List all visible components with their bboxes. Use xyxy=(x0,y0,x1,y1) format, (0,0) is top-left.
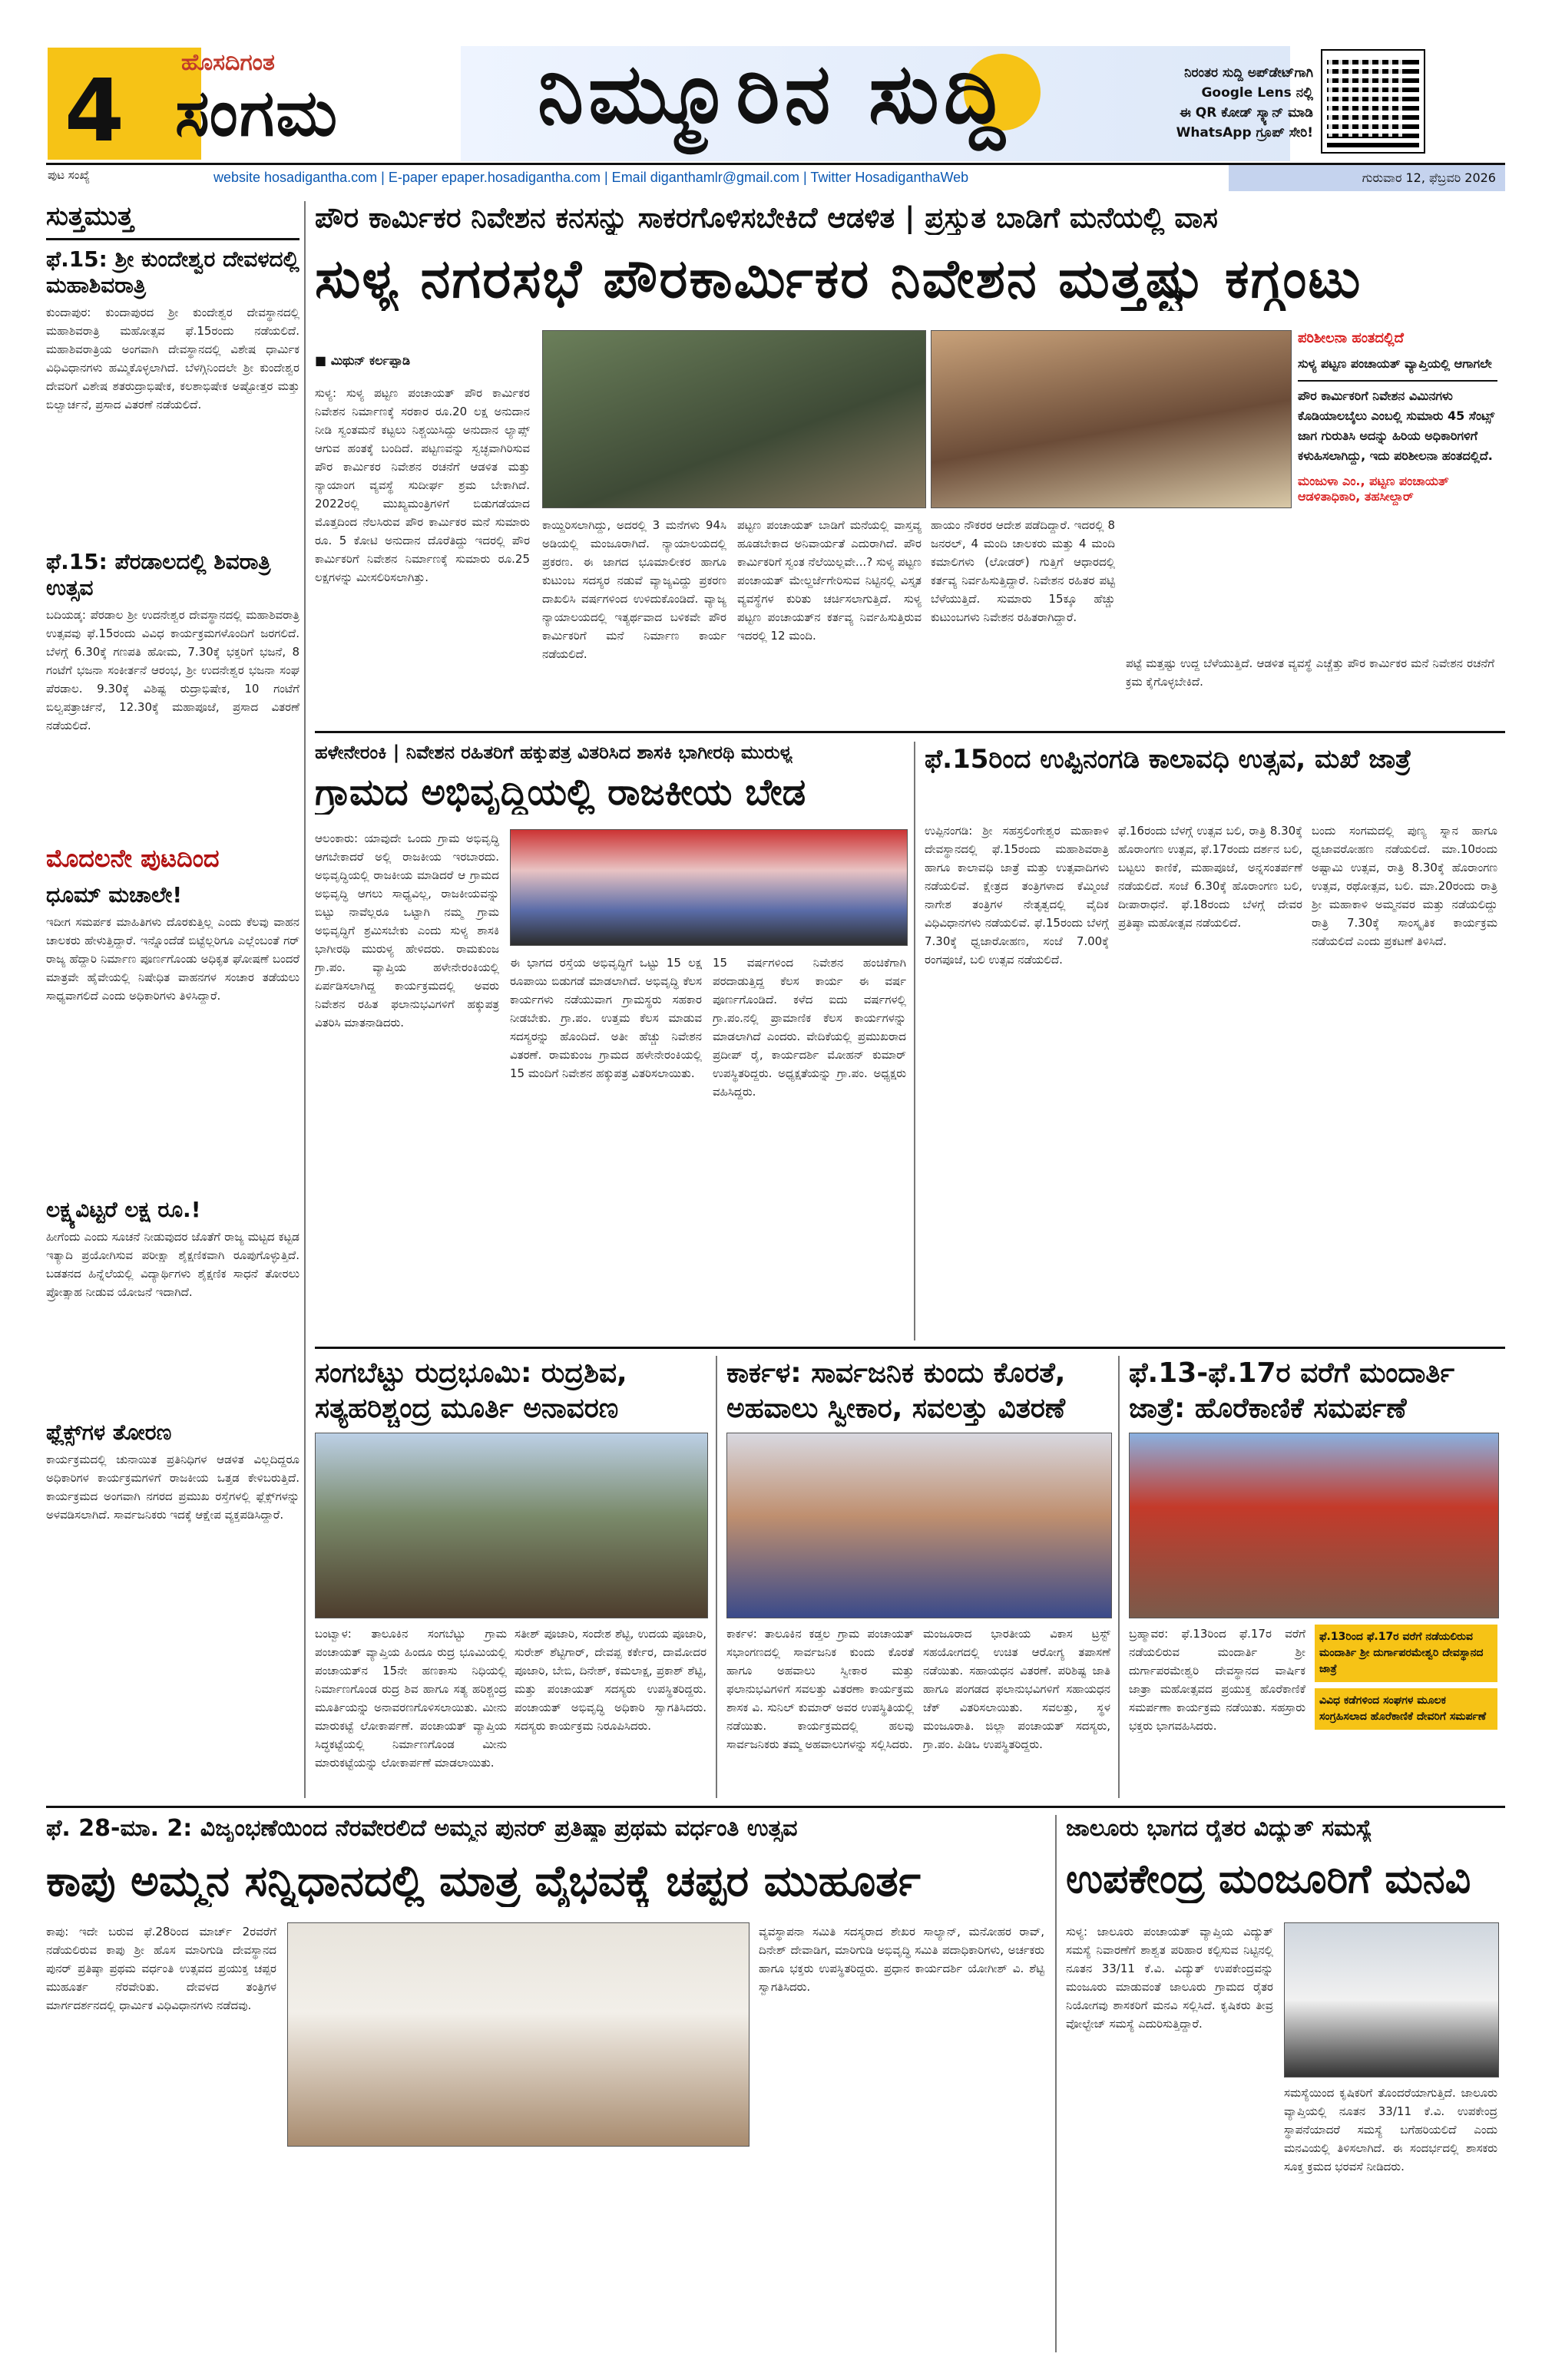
column-rule xyxy=(1118,1356,1120,1798)
story2-column-1: ಆಲಂಕಾರು: ಯಾವುದೇ ಒಂದು ಗ್ರಾಮ ಅಭಿವೃದ್ಧಿ ಆಗಬೇಕಾದರೆ ಅಲ್ಲಿ ರಾಜಕೀಯ ಇರಬಾರದು. ಅಭಿವೃದ್ಧಿಯಲ್ಲಿ ರಾಜಕೀಯ ಮಾಡಿದರೆ ಆ ಗ್ರಾಮದ ಅಭಿವೃದ್ಧಿ ಆಗಲು ಸಾಧ್ಯವಿಲ್ಲ, ರಾಜಕೀಯವನ್ನು ಬಿಟ್ಟು ನಾವೆಲ್ಲರೂ ಒಟ್ಟಾಗಿ ನಮ್ಮ ಗ್ರಾಮ ಅಭಿವೃದ್ಧಿಗೆ ಶ್ರಮಿಸಬೇಕು ಎಂದು ಸುಳ್ಯ ಶಾಸಕಿ ಭಾಗೀರಥಿ ಮುರುಳ್ಯ ಹೇಳಿದರು. ರಾಮಕುಂಜ ಗ್ರಾ.ಪಂ. ವ್ಯಾಪ್ತಿಯ ಹಳೇನೇರಂಕಿಯಲ್ಲಿ ಏರ್ಪಡಿಸಲಾಗಿದ್ದ ಕಾರ್ಯಕ್ರಮದಲ್ಲಿ ಅವರು ನಿವೇಶನ ರಹಿತ ಫಲಾನುಭವಿಗಳಿಗೆ ಹಕ್ಕುಪತ್ರ ವಿತರಿಸಿ ಮಾತನಾಡಿದರು. xyxy=(315,831,499,1030)
lead-sidebox xyxy=(1298,330,1497,645)
sidebar-headline: ಫ್ಲೆಕ್ಸ್‌ಗಳ ತೋರಣ xyxy=(46,1420,172,1445)
sidebar-story: ಇದೀಗ ಸಮರ್ಪಕ ಮಾಹಿತಿಗಳು ದೊರಕುತ್ತಿಲ್ಲ ಎಂದು ಕೆಲವು ವಾಹನ ಚಾಲಕರು ಹೇಳುತ್ತಿದ್ದಾರೆ. ಇನ್ನೊಂದೆಡೆ ಬಿಟ್ಟೆಲ್ಲರಿಗೂ ಎಲ್ಲೆಂಬಂತೆ ಗರ್ ರಾಜ್ಯ ಹೆದ್ದಾರಿ ನಿರ್ಮಾಣ ಪೂರ್ಣಗೊಂಡು ಅಧಿಕೃತ ಘೋಷಣೆ ಬಂದರೆ ಮಾತ್ರವೇ ಹೈವೇಯಲ್ಲಿ ನಿಷೇಧಿತ ವಾಹನಗಳ ಸಂಚಾರ ತಡೆಯಲು ಸಾಧ್ಯವಾಗಲಿದೆ ಎಂದು ಅಧಿಕಾರಿಗಳು ತಿಳಿಸಿದ್ದಾರೆ. xyxy=(46,915,299,1003)
story5-photo xyxy=(726,1433,1112,1618)
story2-column-2: ಈ ಭಾಗದ ರಸ್ತೆಯ ಅಭಿವೃದ್ಧಿಗೆ ಒಟ್ಟು 15 ಲಕ್ಷ ರೂಪಾಯಿ ಬಿಡುಗಡೆ ಮಾಡಲಾಗಿದೆ. ಅಭಿವೃದ್ಧಿ ಕೆಲಸ ಕಾರ್ಯಗಳು ನಡೆಯುವಾಗ ಗ್ರಾಮಸ್ಥರು ಸಹಕಾರ ನೀಡಬೇಕು. ಗ್ರಾ.ಪಂ. ಉತ್ತಮ ಕೆಲಸ ಮಾಡುವ ಸದಸ್ಯರನ್ನು ಹೊಂದಿದೆ. ಅತೀ ಹೆಚ್ಚು ನಿವೇಶನ ವಿತರಣೆ. ರಾಮಕುಂಜ ಗ್ರಾಮದ ಹಳೇನೇರಂಕಿಯಲ್ಲಿ 15 ಮಂದಿಗೆ ನಿವೇಶನ ಹಕ್ಕುಪತ್ರ ವಿತರಿಸಲಾಯಿತು. xyxy=(510,956,702,1080)
story7-column-1: ಕಾಪು: ಇದೇ ಬರುವ ಫೆ.28ರಿಂದ ಮಾರ್ಚ್ 2ರವರೆಗೆ ನಡೆಯಲಿರುವ ಕಾಪು ಶ್ರೀ ಹೊಸ ಮಾರಿಗುಡಿ ದೇವಸ್ಥಾನದ ಪುನರ್ ಪ್ರತಿಷ್ಠಾ ಪ್ರಥಮ ವರ್ಧಂತಿ ಉತ್ಸವದ ಪ್ರಯುಕ್ತ ಚಪ್ಪರ ಮುಹೂರ್ತ ನೆರವೇರಿತು. ದೇವಳದ ತಂತ್ರಿಗಳ ಮಾರ್ಗದರ್ಶನದಲ್ಲಿ ಧಾರ್ಮಿಕ ವಿಧಿವಿಧಾನಗಳು ನಡೆದವು. xyxy=(46,1925,276,2012)
story8-headline: ಉಪಕೇಂದ್ರ ಮಂಜೂರಿಗೆ ಮನವಿ xyxy=(1066,1856,1471,1902)
story6-highlight-2: ವಿವಿಧ ಕಡೆಗಳಿಂದ ಸಂಘಗಳ ಮೂಲಕ ಸಂಗ್ರಹಿಸಲಾದ ಹೊರೆಕಾಣಿಕೆ ದೇವರಿಗೆ ಸಮರ್ಪಣೆ xyxy=(1315,1688,1497,1730)
story2-photo xyxy=(510,829,908,946)
story5-column-1: ಕಾರ್ಕಳ: ತಾಲೂಕಿನ ಕಡ್ತಲ ಗ್ರಾಮ ಪಂಚಾಯತ್ ಸಭಾಂಗಣದಲ್ಲಿ ಸಾರ್ವಜನಿಕ ಕುಂದು ಕೊರತೆ ಹಾಗೂ ಅಹವಾಲು ಸ್ವೀಕಾರ ಮತ್ತು ಫಲಾನುಭವಿಗಳಿಗೆ ಸವಲತ್ತು ವಿತರಣಾ ಕಾರ್ಯಕ್ರಮ ಶಾಸಕ ವಿ. ಸುನಿಲ್ ಕುಮಾರ್ ಅವರ ಉಪಸ್ಥಿತಿಯಲ್ಲಿ ನಡೆಯಿತು. ಕಾರ್ಯಕ್ರಮದಲ್ಲಿ ಹಲವು ಸಾರ್ವಜನಿಕರು ತಮ್ಮ ಅಹವಾಲುಗಳನ್ನು ಸಲ್ಲಿಸಿದರು. xyxy=(726,1627,914,1751)
story5-column-2: ಮಂಜೂರಾದ ಭಾರತೀಯ ವಿಕಾಸ ಟ್ರಸ್ಟ್ ಸಹಯೋಗದಲ್ಲಿ ಉಚಿತ ಆರೋಗ್ಯ ತಪಾಸಣೆ ನಡೆಯಿತು. ಸಹಾಯಧನ ವಿತರಣೆ. ಪರಿಶಿಷ್ಟ ಜಾತಿ ಹಾಗೂ ಪಂಗಡದ ಫಲಾನುಭವಿಗಳಿಗೆ ಸಹಾಯಧನ ಚೆಕ್ ವಿತರಿಸಲಾಯಿತು. ಸವಲತ್ತು, ಸ್ಥಳ ಮಂಜೂರಾತಿ. ಜಿಲ್ಲಾ ಪಂಚಾಯತ್ ಸದಸ್ಯರು, ಗ್ರಾ.ಪಂ. ಪಿಡಿಒ ಉಪಸ್ಥಿತರಿದ್ದರು. xyxy=(923,1627,1110,1751)
story5-headline: ಕಾರ್ಕಳ: ಸಾರ್ವಜನಿಕ ಕುಂದು ಕೊರತೆ, ಅಹವಾಲು ಸ್ವೀಕಾರ, ಸವಲತ್ತು ವಿತರಣೆ xyxy=(726,1357,1066,1424)
sidebar-story: ಬದಿಯಡ್ಕ: ಪೆರಡಾಲ ಶ್ರೀ ಉದನೇಶ್ವರ ದೇವಸ್ಥಾನದಲ್ಲಿ ಮಹಾಶಿವರಾತ್ರಿ ಉತ್ಸವವು ಫೆ.15ರಂದು ವಿವಿಧ ಕಾರ್ಯಕ್ರಮಗಳೊಂದಿಗೆ ಜರಗಲಿದೆ. ಬೆಳಗ್ಗೆ 6.30ಕ್ಕೆ ಗಣಪತಿ ಹೋಮ, 7.30ಕ್ಕೆ ಭಕ್ತರಿಗೆ ಭಜನೆ, 8 ಗಂಟೆಗೆ ಭಜನಾ ಸಂಕೀರ್ತನೆ ಆರಂಭ, ಶ್ರೀ ಉದನೇಶ್ವರ ಭಜನಾ ಸಂಘ ಪೆರಡಾಲ. 9.30ಕ್ಕೆ ವಿಶಿಷ್ಟ ರುದ್ರಾಭಿಷೇಕ, 10 ಗಂಟೆಗೆ ಬಿಲ್ವಪತ್ರಾರ್ಚನೆ, 12.30ಕ್ಕೆ ಮಹಾಪೂಜೆ, ಪ್ರಸಾದ ವಿತರಣೆ ನಡೆಯಲಿದೆ. xyxy=(46,608,299,732)
lead-column-1: ಸುಳ್ಯ: ಸುಳ್ಯ ಪಟ್ಟಣ ಪಂಚಾಯತ್ ಪೌರ ಕಾರ್ಮಿಕರ ನಿವೇಶನ ನಿರ್ಮಾಣಕ್ಕೆ ಸರಕಾರ ರೂ.20 ಲಕ್ಷ ಅನುದಾನ ನೀಡಿ ಸ್ವಂತಮನೆ ಕಟ್ಟಲು ನಿಶ್ಚಯಿಸಿದ್ದು ಅನುದಾನ ಲ್ಯಾಪ್ಸ್ ಆಗುವ ಹಂತಕ್ಕೆ ಬಂದಿದೆ. ಪಟ್ಟಣವನ್ನು ಸ್ವಚ್ಛವಾಗಿರಿಸುವ ಪೌರ ಕಾರ್ಮಿಕರ ನಿವೇಶನ ರಚನೆಗೆ ಆಡಳಿತ ಮತ್ತು ನ್ಯಾಯಾಂಗ ವ್ಯವಸ್ಥೆ ಸುದೀರ್ಘ ಶ್ರಮ ಬೇಕಾಗಿದೆ. 2022ರಲ್ಲಿ ಮುಖ್ಯಮಂತ್ರಿಗಳಿಗೆ ಬಿಡುಗಡೆಯಾದ ಮೊತ್ತದಿಂದ ನೆಲಸಿರುವ ಪೌರ ಕಾರ್ಮಿಕರ ಮನೆ ಸುಮಾರು ರೂ. 5 ಕೋಟಿ ಅನುದಾನ ದೊರೆತಿದ್ದು ಇದರಲ್ಲಿ ಪೌರ ಕಾರ್ಮಿಕರಿಗೆ ನಿವೇಶನ ನಿರ್ಮಾಣಕ್ಕೆ ಸುಮಾರು ರೂ.25 ಲಕ್ಷಗಳನ್ನು ಮೀಸಲಿರಿಸಲಾಗಿತ್ತು. xyxy=(315,386,530,584)
qr-code-pattern xyxy=(1329,57,1408,137)
continued-from-front: ಮೊದಲನೇ ಪುಟದಿಂದ xyxy=(46,844,220,873)
story8-column-1: ಸುಳ್ಯ: ಜಾಲೂರು ಪಂಚಾಯತ್ ವ್ಯಾಪ್ತಿಯ ವಿದ್ಯುತ್ ಸಮಸ್ಯೆ ನಿವಾರಣೆಗೆ ಶಾಶ್ವತ ಪರಿಹಾರ ಕಲ್ಪಿಸುವ ನಿಟ್ಟಿನಲ್ಲಿ ನೂತನ 33/11 ಕೆ.ವಿ. ವಿದ್ಯುತ್ ಉಪಕೇಂದ್ರವನ್ನು ಮಂಜೂರು ಮಾಡುವಂತೆ ಜಾಲೂರು ಗ್ರಾಮದ ರೈತರ ನಿಯೋಗವು ಶಾಸಕರಿಗೆ ಮನವಿ ಸಲ್ಲಿಸಿದೆ. ಕೃಷಿಕರು ತೀವ್ರ ವೋಲ್ಟೇಜ್ ಸಮಸ್ಯೆ ಎದುರಿಸುತ್ತಿದ್ದಾರೆ. xyxy=(1066,1925,1273,2031)
story3-column-3: ಬಂದು ಸಂಗಮದಲ್ಲಿ ಪುಣ್ಯ ಸ್ನಾನ ಹಾಗೂ ಧ್ವಜಾವರೋಹಣ ನಡೆಯಲಿದೆ. ಮಾ.10ರಂದು ಅಷ್ಟಾಮಿ ಉತ್ಸವ, ರಾತ್ರಿ 8.30ಕ್ಕೆ ಹೊರಾಂಗಣ ಉತ್ಸವ, ರಥೋತ್ಸವ, ಬಲಿ. ಮಾ.20ರಂದು ರಾತ್ರಿ ಶ್ರೀ ಮಹಾಕಾಳಿ ಅಮ್ಮನವರ ಮತ್ತು ನಡೆಯಲಿದ್ದು ರಾತ್ರಿ 7.30ಕ್ಕೆ ಸಾಂಸ್ಕೃತಿಕ ಕಾರ್ಯಕ್ರಮ ನಡೆಯಲಿದೆ ಎಂದು ಪ್ರಕಟಣೆ ತಿಳಿಸಿದೆ. xyxy=(1312,824,1497,948)
issue-date: ಗುರುವಾರ 12, ಫೆಬ್ರವರಿ 2026 xyxy=(1229,165,1505,191)
sidebox-quote: ಪೌರ ಕಾರ್ಮಿಕರಿಗೆ ನಿವೇಶನ ವಿಮಿನಗಳು ಕೊಡಿಯಾಲಬೈಲು ಎಂಬಲ್ಲಿ ಸುಮಾರು 45 ಸೆಂಟ್ಸ್ ಜಾಗ ಗುರುತಿಸಿ ಅದನ್ನು ಹಿರಿಯ ಅಧಿಕಾರಿಗಳಿಗೆ ಕಳುಹಿಸಲಾಗಿದ್ದು, ಇದು ಪರಿಶೀಲನಾ ಹಂತದಲ್ಲಿದೆ. xyxy=(1298,380,1497,466)
brand-name: ಹೊಸದಿಗಂತ xyxy=(181,49,275,76)
qr-line-1: ನಿರಂತರ ಸುದ್ದಿ ಅಪ್‌ಡೇಟ್‌ಗಾಗಿ xyxy=(1184,65,1313,81)
story2-headline: ಗ್ರಾಮದ ಅಭಿವೃದ್ಧಿಯಲ್ಲಿ ರಾಜಕೀಯ ಬೇಡ xyxy=(315,771,806,814)
column-rule xyxy=(1055,1815,1057,2352)
sidebar-story: ಕಾರ್ಯಕ್ರಮದಲ್ಲಿ ಚುನಾಯಿತ ಪ್ರತಿನಿಧಿಗಳ ಆಡಳಿತ ವಿಲ್ಲದಿದ್ದರೂ ಅಧಿಕಾರಿಗಳ ಕಾರ್ಯಕ್ರಮಗಳಿಗೆ ರಾಜಕೀಯ ಒತ್ತಡ ಕೇಳಿಬರುತ್ತಿದೆ. ಕಾರ್ಯಕ್ರಮದ ಅಂಗವಾಗಿ ನಗರದ ಪ್ರಮುಖ ರಸ್ತೆಗಳಲ್ಲಿ ಫ್ಲೆಕ್ಸ್‌ಗಳನ್ನು ಅಳವಡಿಸಲಾಗಿದೆ. ಸಾರ್ವಜನಿಕರು ಇದಕ್ಕೆ ಆಕ್ಷೇಪ ವ್ಯಕ್ತಪಡಿಸಿದ್ದಾರೆ. xyxy=(46,1453,299,1522)
column-rule xyxy=(304,201,306,1798)
sidebox-attribution: ಮಂಜುಳಾ ಎಂ., ಪಟ್ಟಣ ಪಂಚಾಯತ್ ಆಡಳಿತಾಧಿಕಾರಿ, ತಹಸೀಲ್ದಾರ್ xyxy=(1298,474,1449,504)
sidebar-headline: ಫೆ.15: ಪೆರಡಾಲದಲ್ಲಿ ಶಿವರಾತ್ರಿ ಉತ್ಸವ xyxy=(46,549,271,600)
story2-column-3: 15 ವರ್ಷಗಳಿಂದ ನಿವೇಶನ ಹಂಚಿಕೆಗಾಗಿ ಪರದಾಡುತ್ತಿದ್ದ ಕೆಲಸ ಕಾರ್ಯ ಈ ವರ್ಷ ಪೂರ್ಣಗೊಂಡಿದೆ. ಕಳೆದ ಐದು ವರ್ಷಗಳಲ್ಲಿ ಗ್ರಾ.ಪಂ.ನಲ್ಲಿ ಪ್ರಾಮಾಣಿಕ ಕೆಲಸ ಕಾರ್ಯಗಳನ್ನು ಮಾಡಲಾಗಿದೆ ಎಂದರು. ವೇದಿಕೆಯಲ್ಲಿ ಪ್ರಮುಖರಾದ ಪ್ರದೀಪ್ ರೈ, ಕಾರ್ಯದರ್ಶಿ ಮೋಹನ್ ಕುಮಾರ್ ಉಪಸ್ಥಿತರಿದ್ದರು. ಅಧ್ಯಕ್ಷತೆಯನ್ನು ಗ್ರಾ.ಪಂ. ಅಧ್ಯಕ್ಷರು ವಹಿಸಿದ್ದರು. xyxy=(713,956,906,1099)
divider xyxy=(46,238,299,240)
lead-photo-1 xyxy=(542,330,926,508)
story3-column-2: ಫೆ.16ರಂದು ಬೆಳಗ್ಗೆ ಉತ್ಸವ ಬಲಿ, ರಾತ್ರಿ 8.30ಕ್ಕೆ ಹೊರಾಂಗಣ ಉತ್ಸವ, ಫೆ.17ರಂದು ದರ್ಶನ ಬಲಿ, ಬಟ್ಟಲು ಕಾಣಿಕೆ, ಮಹಾಪೂಜೆ, ಅನ್ನಸಂತರ್ಪಣೆ ನಡೆಯಲಿದೆ. ಸಂಜೆ 6.30ಕ್ಕೆ ಹೊರಾಂಗಣ ಬಲಿ, ದೀಪಾರಾಧನೆ. ಫೆ.18ರಂದು ಬೆಳಗ್ಗೆ ದೇವರ ಪ್ರತಿಷ್ಠಾ ಮಹೋತ್ಸವ ನಡೆಯಲಿದೆ. xyxy=(1118,824,1302,930)
info-bar xyxy=(46,163,1505,193)
story6-column-1: ಬ್ರಹ್ಮಾವರ: ಫೆ.13ರಿಂದ ಫೆ.17ರ ವರೆಗೆ ನಡೆಯಲಿರುವ ಮಂದಾರ್ತಿ ಶ್ರೀ ದುರ್ಗಾಪರಮೇಶ್ವರಿ ದೇವಸ್ಥಾನದ ವಾರ್ಷಿಕ ಜಾತ್ರಾ ಮಹೋತ್ಸವದ ಪ್ರಯುಕ್ತ ಹೊರೆಕಾಣಿಕೆ ಸಮರ್ಪಣಾ ಕಾರ್ಯಕ್ರಮ ನಡೆಯಿತು. ಸಹಸ್ರಾರು ಭಕ್ತರು ಭಾಗವಹಿಸಿದರು. xyxy=(1129,1627,1305,1733)
sidebar-column xyxy=(46,201,299,1798)
lead-column-4: ಹಾಯಂ ನೌಕರರ ಆದೇಶ ಪಡೆದಿದ್ದಾರೆ. ಇದರಲ್ಲಿ 8 ಜನರಲ್, 4 ಮಂದಿ ಚಾಲಕರು ಮತ್ತು 4 ಮಂದಿ ಕಮಾಲಿಗಳು (ಲೋಡರ್) ಗುತ್ತಿಗೆ ಆಧಾರದಲ್ಲಿ ಕರ್ತವ್ಯ ನಿರ್ವಹಿಸುತ್ತಿದ್ದಾರೆ. ನಿವೇಶನ ರಹಿತರ ಪಟ್ಟಿ ಬೆಳೆಯುತ್ತಿದೆ. ಸುಮಾರು 15ಕ್ಕೂ ಹೆಚ್ಚು ಕುಟುಂಬಗಳು ನಿವೇಶನ ರಹಿತರಾಗಿದ್ದಾರೆ. xyxy=(931,518,1115,624)
story7-column-2: ವ್ಯವಸ್ಥಾಪನಾ ಸಮಿತಿ ಸದಸ್ಯರಾದ ಶೇಖರ ಸಾಲ್ಯಾನ್, ಮನೋಹರ ರಾವ್, ದಿನೇಶ್ ದೇವಾಡಿಗ, ಮಾರಿಗುಡಿ ಅಭಿವೃದ್ಧಿ ಸಮಿತಿ ಪದಾಧಿಕಾರಿಗಳು, ಅರ್ಚಕರು ಹಾಗೂ ಭಕ್ತರು ಉಪಸ್ಥಿತರಿದ್ದರು. ಪ್ರಧಾನ ಕಾರ್ಯದರ್ಶಿ ಯೋಗೀಶ್ ವಿ. ಶೆಟ್ಟಿ ಸ್ವಾಗತಿಸಿದರು. xyxy=(759,1925,1044,1994)
lead-headline: ಸುಳ್ಯ ನಗರಸಭೆ ಪೌರಕಾರ್ಮಿಕರ ನಿವೇಶನ ಮತ್ತಷ್ಟು ಕಗ್ಗಂಟು xyxy=(315,247,1362,310)
section-divider xyxy=(46,1806,1505,1808)
section-divider xyxy=(315,731,1505,733)
contact-links[interactable]: website hosadigantha.com | E-paper epaper.hosadigantha.com | Email diganthamlr@gmail.com | Twitter HosadiganthaWeb xyxy=(213,170,969,185)
story3-column-1: ಉಪ್ಪಿನಂಗಡಿ: ಶ್ರೀ ಸಹಸ್ರಲಿಂಗೇಶ್ವರ ಮಹಾಕಾಳಿ ದೇವಸ್ಥಾನದಲ್ಲಿ ಫೆ.15ರಂದು ಮಹಾಶಿವರಾತ್ರಿ ಹಾಗೂ ಕಾಲಾವಧಿ ಜಾತ್ರೆ ಮತ್ತು ಉತ್ಸವಾದಿಗಳು ನಡೆಯಲಿವೆ. ಕ್ಷೇತ್ರದ ತಂತ್ರಿಗಳಾದ ಕೆಮ್ಮಿಂಜೆ ನಾಗೇಶ ತಂತ್ರಿಗಳ ನೇತೃತ್ವದಲ್ಲಿ ವೈದಿಕ ವಿಧಿವಿಧಾನಗಳು ನಡೆಯಲಿವೆ. ಫೆ.15ರಂದು ಬೆಳಗ್ಗೆ 7.30ಕ್ಕೆ ಧ್ವಜಾರೋಹಣ, ಸಂಜೆ 7.00ಕ್ಕೆ ರಂಗಪೂಜೆ, ಬಲಿ ಉತ್ಸವ ನಡೆಯಲಿದೆ. xyxy=(925,824,1109,967)
sidebar-headline: ಫೆ.15: ಶ್ರೀ ಕುಂದೇಶ್ವರ ದೇವಳದಲ್ಲಿ ಮಹಾಶಿವರಾತ್ರಿ xyxy=(46,246,299,298)
qr-line-3: ಈ QR ಕೋಡ್ ಸ್ಕ್ಯಾನ್ ಮಾಡಿ xyxy=(1180,105,1313,121)
lead-column-3: ಪಟ್ಟಣ ಪಂಚಾಯತ್ ಬಾಡಿಗೆ ಮನೆಯಲ್ಲಿ ವಾಸ್ತವ್ಯ ಹೂಡಬೇಕಾದ ಅನಿವಾರ್ಯತೆ ಎದುರಾಗಿದೆ. ಪೌರ ಕಾರ್ಮಿಕರಿಗೆ ಸ್ವಂತ ನೆಲೆಯಿಲ್ಲವೇ...? ಸುಳ್ಯ ಪಟ್ಟಣ ಪಂಚಾಯತ್ ಮೇಲ್ದರ್ಜೆಗೇರಿಸುವ ನಿಟ್ಟಿನಲ್ಲಿ ವಿಸ್ತೃತ ವ್ಯವಸ್ಥೆಗಳ ಕುರಿತು ಚರ್ಚಿಸಲಾಗುತ್ತಿದೆ. ಸುಳ್ಯ ಪಟ್ಟಣ ಪಂಚಾಯತ್‌ನ ಕರ್ತವ್ಯ ನಿರ್ವಹಿಸುತ್ತಿರುವ ಇದರಲ್ಲಿ 12 ಮಂದಿ. xyxy=(737,518,922,643)
story7-photo xyxy=(287,1922,749,2147)
story4-photo xyxy=(315,1433,708,1618)
sidebar-title: ಸುತ್ತಮುತ್ತ xyxy=(46,201,134,232)
sidebar-story: ಹೀಗೆಂದು ಎಂದು ಸೂಚನೆ ನೀಡುವುದರ ಜೊತೆಗೆ ರಾಜ್ಯ ಮಟ್ಟದ ಕಟ್ಟಡ ಇತ್ಯಾದಿ ಪ್ರಯೋಗಿಸುವ ಪರೀಕ್ಷಾ ಶೈಕ್ಷಣಿಕವಾಗಿ ರೂಪುಗೊಳ್ಳುತ್ತಿದೆ. ಬಡತನದ ಹಿನ್ನೆಲೆಯಲ್ಲಿ ವಿದ್ಯಾರ್ಥಿಗಳು ಶೈಕ್ಷಣಿಕ ಸಾಧನೆ ತೋರಲು ಪ್ರೋತ್ಸಾಹ ನೀಡುವ ಯೋಜನೆ ಇದಾಗಿದೆ. xyxy=(46,1230,299,1299)
qr-instructions xyxy=(1106,63,1313,143)
qr-line-4: WhatsApp ಗ್ರೂಪ್ ಸೇರಿ! xyxy=(1176,125,1313,140)
page-label: ಪುಟ ಸಂಖ್ಯೆ xyxy=(48,168,90,182)
column-rule xyxy=(716,1356,717,1798)
column-rule xyxy=(914,742,915,1340)
story4-column-2: ಸತೀಶ್ ಪೂಜಾರಿ, ಸಂದೇಶ ಶೆಟ್ಟಿ, ಉದಯ ಪೂಜಾರಿ, ಸುರೇಶ್ ಶೆಟ್ಟಿಗಾರ್, ದೇವಪ್ಪ ಕರ್ಕೇರ, ದಾಮೋದರ ಪೂಜಾರಿ, ಬೇಬಿ, ದಿನೇಶ್, ಕಮಲಾಕ್ಷ, ಪ್ರಕಾಶ್ ಶೆಟ್ಟಿ, ಮತ್ತು ಪಂಚಾಯತ್ ಸದಸ್ಯರು ಉಪಸ್ಥಿತರಿದ್ದರು. ಪಂಚಾಯತ್ ಅಭಿವೃದ್ಧಿ ಅಧಿಕಾರಿ ಸ್ವಾಗತಿಸಿದರು. ಸದಸ್ಯರು ಕಾರ್ಯಕ್ರಮ ನಿರೂಪಿಸಿದರು. xyxy=(515,1627,706,1733)
story8-column-2: ಸಮಸ್ಯೆಯಿಂದ ಕೃಷಿಕರಿಗೆ ತೊಂದರೆಯಾಗುತ್ತಿದೆ. ಜಾಲೂರು ವ್ಯಾಪ್ತಿಯಲ್ಲಿ ನೂತನ 33/11 ಕೆ.ವಿ. ಉಪಕೇಂದ್ರ ಸ್ಥಾಪನೆಯಾದರೆ ಸಮಸ್ಯೆ ಬಗೆಹರಿಯಲಿದೆ ಎಂದು ಮನವಿಯಲ್ಲಿ ತಿಳಿಸಲಾಗಿದೆ. ಈ ಸಂದರ್ಭದಲ್ಲಿ ಶಾಸಕರು ಸೂಕ್ತ ಕ್ರಮದ ಭರವಸೆ ನೀಡಿದರು. xyxy=(1284,2086,1497,2173)
story6-highlights xyxy=(1315,1625,1497,1730)
story6-highlight-1: ಫೆ.13ರಿಂದ ಫೆ.17ರ ವರೆಗೆ ನಡೆಯಲಿರುವ ಮಂದಾರ್ತಿ ಶ್ರೀ ದುರ್ಗಾಪರಮೇಶ್ವರಿ ದೇವಸ್ಥಾನದ ಜಾತ್ರೆ xyxy=(1315,1625,1497,1682)
sidebar-headline: ಲಕ್ಷ್ಯವಿಟ್ಟರೆ ಲಕ್ಷ ರೂ.! xyxy=(46,1197,201,1222)
sidebar-story: ಕುಂದಾಪುರ: ಕುಂದಾಪುರದ ಶ್ರೀ ಕುಂದೇಶ್ವರ ದೇವಸ್ಥಾನದಲ್ಲಿ ಮಹಾಶಿವರಾತ್ರಿ ಮಹೋತ್ಸವ ಫೆ.15ರಂದು ನಡೆಯಲಿದೆ. ಮಹಾಶಿವರಾತ್ರಿಯ ಅಂಗವಾಗಿ ದೇವಸ್ಥಾನದಲ್ಲಿ ವಿಶೇಷ ಧಾರ್ಮಿಕ ವಿಧಿವಿಧಾನಗಳು ಹಮ್ಮಿಕೊಳ್ಳಲಾಗಿದೆ. ಬೆಳಗ್ಗಿನಿಂದಲೇ ಶ್ರೀ ಕುಂದೇಶ್ವರ ದೇವರಿಗೆ ವಿಶೇಷ ಶತರುದ್ರಾಭಿಷೇಕ, ಕಲಶಾಭಿಷೇಕ ಅಷ್ಟೋತ್ತರ ಮತ್ತು ಬಿಲ್ವಾರ್ಚನೆ, ಪ್ರಸಾದ ವಿತರಣೆ ನಡೆಯಲಿದೆ. xyxy=(46,306,299,412)
masthead-title: ನಿಮ್ಮೂರಿನ ಸುದ್ದಿ xyxy=(538,46,1010,142)
story8-kicker: ಜಾಲೂರು ಭಾಗದ ರೈತರ ವಿದ್ಯುತ್ ಸಮಸ್ಯೆ xyxy=(1066,1815,1372,1842)
story6-photo xyxy=(1129,1433,1499,1618)
story7-headline: ಕಾಪು ಅಮ್ಮನ ಸನ್ನಿಧಾನದಲ್ಲಿ ಮಾತ್ರ ವೈಭವಕ್ಕೆ ಚಪ್ಪರ ಮುಹೂರ್ತ xyxy=(46,1856,921,1906)
section-title: ಸಂಗಮ xyxy=(175,75,339,150)
story4-column-1: ಬಂಟ್ವಾಳ: ತಾಲೂಕಿನ ಸಂಗಬೆಟ್ಟು ಗ್ರಾಮ ಪಂಚಾಯತ್ ವ್ಯಾಪ್ತಿಯ ಹಿಂದೂ ರುದ್ರ ಭೂಮಿಯಲ್ಲಿ ಪಂಚಾಯತ್‌ನ 15ನೇ ಹಣಕಾಸು ನಿಧಿಯಲ್ಲಿ ನಿರ್ಮಾಣಗೊಂಡ ರುದ್ರ ಶಿವ ಹಾಗೂ ಸತ್ಯ ಹರಿಶ್ಚಂದ್ರ ಮೂರ್ತಿಯನ್ನು ಅನಾವರಣಗೊಳಿಸಲಾಯಿತು. ಮೀನು ಮಾರುಕಟ್ಟೆ ಲೋಕಾರ್ಪಣೆ. ಪಂಚಾಯತ್ ವ್ಯಾಪ್ತಿಯ ಸಿದ್ಧಕಟ್ಟೆಯಲ್ಲಿ ನಿರ್ಮಾಣಗೊಂಡ ಮೀನು ಮಾರುಕಟ್ಟೆಯನ್ನು ಲೋಕಾರ್ಪಣೆ ಮಾಡಲಾಯಿತು. xyxy=(315,1627,507,1770)
qr-line-2: Google Lens ನಲ್ಲಿ xyxy=(1201,85,1313,101)
story3-headline: ಫೆ.15ರಿಂದ ಉಪ್ಪಿನಂಗಡಿ ಕಾಲಾವಧಿ ಉತ್ಸವ, ಮಖೆ ಜಾತ್ರೆ xyxy=(925,744,1411,775)
page-number: 4 xyxy=(65,61,124,161)
sidebar-headline: ಧೂಮ್ ಮಚಾಲೇ! xyxy=(46,882,183,907)
lead-kicker: ಪೌರ ಕಾರ್ಮಿಕರ ನಿವೇಶನ ಕನಸನ್ನು ಸಾಕರಗೊಳಿಸಬೇಕಿದೆ ಆಡಳಿತ | ಪ್ರಸ್ತುತ ಬಾಡಿಗೆ ಮನೆಯಲ್ಲಿ ವಾಸ xyxy=(315,201,1218,234)
story8-photo xyxy=(1284,1922,1499,2078)
story2-kicker: ಹಳೇನೇರಂಕಿ | ನಿವೇಶನ ರಹಿತರಿಗೆ ಹಕ್ಕುಪತ್ರ ವಿತರಿಸಿದ ಶಾಸಕಿ ಭಾಗೀರಥಿ ಮುರುಳ್ಯ xyxy=(315,742,793,763)
story4-headline: ಸಂಗಬೆಟ್ಟು ರುದ್ರಭೂಮಿ: ರುದ್ರಶಿವ, ಸತ್ಯಹರಿಶ್ಚಂದ್ರ ಮೂರ್ತಿ ಅನಾವರಣ xyxy=(315,1357,627,1424)
lead-byline: ■ ಮಿಥುನ್ ಕರ್ಲಪ್ಪಾಡಿ xyxy=(315,353,411,368)
sidebox-label: ಪರಿಶೀಲನಾ ಹಂತದಲ್ಲಿದೆ xyxy=(1298,330,1404,346)
lead-column-2: ಕಾಯ್ದಿರಿಸಲಾಗಿದ್ದು, ಅದರಲ್ಲಿ 3 ಮನೆಗಳು 94ಸಿ ಅಡಿಯಲ್ಲಿ ಮಂಜೂರಾಗಿದೆ. ನ್ಯಾಯಾಲಯದಲ್ಲಿ ಪ್ರಕರಣ. ಈ ಜಾಗದ ಭೂಮಾಲೀಕರ ಹಾಗೂ ಕುಟುಂಬ ಸದಸ್ಯರ ನಡುವೆ ವ್ಯಾಜ್ಯವಿದ್ದು ಪ್ರಕರಣ ದಾಖಲಿಸಿ ವರ್ಷಗಳಿಂದ ಉಳಿದುಕೊಂಡಿದೆ. ವ್ಯಾಜ್ಯ ನ್ಯಾಯಾಲಯದಲ್ಲಿ ಇತ್ಯರ್ಥವಾದ ಬಳಿಕವೇ ಪೌರ ಕಾರ್ಮಿಕರಿಗೆ ಮನೆ ನಿರ್ಮಾಣ ಕಾರ್ಯ ನಡೆಯಲಿದೆ. xyxy=(542,518,726,661)
story6-headline: ಫೆ.13-ಫೆ.17ರ ವರೆಗೆ ಮಂದಾರ್ತಿ ಜಾತ್ರೆ: ಹೊರೆಕಾಣಿಕೆ ಸಮರ್ಪಣೆ xyxy=(1129,1357,1455,1424)
section-divider xyxy=(315,1347,1505,1349)
story7-kicker: ಫೆ. 28-ಮಾ. 2: ವಿಜೃಂಭಣೆಯಿಂದ ನೆರವೇರಲಿದೆ ಅಮ್ಮನ ಪುನರ್ ಪ್ರತಿಷ್ಠಾ ಪ್ರಥಮ ವರ್ಧಂತಿ ಉತ್ಸವ xyxy=(46,1815,798,1842)
sidebox-subtitle: ಸುಳ್ಯ ಪಟ್ಟಣ ಪಂಚಾಯತ್ ವ್ಯಾಪ್ತಿಯಲ್ಲಿ ಆಗಾಗಲೇ xyxy=(1298,356,1492,371)
lead-photo-2 xyxy=(931,330,1292,508)
lead-column-5: ಪಟ್ಟೆ ಮತ್ತಷ್ಟು ಉದ್ದ ಬೆಳೆಯುತ್ತಿದೆ. ಆಡಳಿತ ವ್ಯವಸ್ಥೆ ಎಚ್ಚೆತ್ತು ಪೌರ ಕಾರ್ಮಿಕರ ಮನೆ ನಿವೇಶನ ರಚನೆಗೆ ಕ್ರಮ ಕೈಗೊಳ್ಳಬೇಕಿದೆ. xyxy=(1126,656,1494,689)
